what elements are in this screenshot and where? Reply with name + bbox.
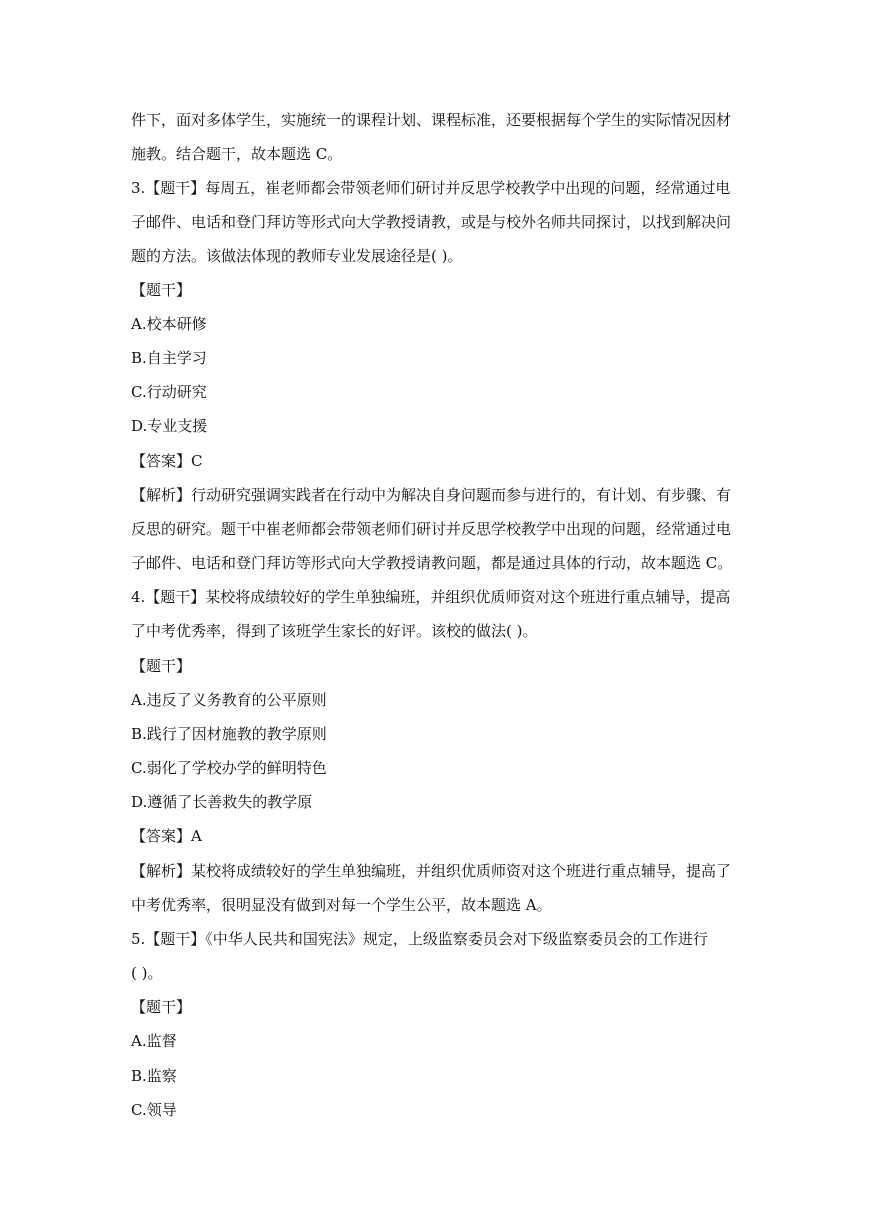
- option-a: A.违反了义务教育的公平原则: [131, 691, 327, 709]
- text-line: 施教。结合题干，故本题选 C。: [131, 145, 343, 163]
- option-b: B.践行了因材施教的教学原则: [131, 725, 327, 743]
- text-line: 件下，面对多体学生，实施统一的课程计划、课程标准，还要根据每个学生的实际情况因材: [131, 111, 732, 129]
- section-label: 【题干】: [131, 281, 192, 299]
- option-b: B.监察: [131, 1067, 177, 1085]
- text-line: 中考优秀率，很明显没有做到对每一个学生公平，故本题选 A。: [131, 896, 552, 914]
- question-3-stem: 3.【题干】每周五，崔老师都会带领老师们研讨并反思学校教学中出现的问题，经常通过电: [131, 179, 731, 197]
- question-4-stem: 4.【题干】某校将成绩较好的学生单独编班，并组织优质师资对这个班进行重点辅导，提高: [131, 588, 731, 606]
- section-label: 【题干】: [131, 998, 192, 1016]
- section-label: 【题干】: [131, 657, 192, 675]
- text-line: ( )。: [131, 964, 163, 982]
- text-line: 了中考优秀率，得到了该班学生家长的好评。该校的做法( )。: [131, 622, 538, 640]
- question-5-stem: 5.【题干】《中华人民共和国宪法》规定，上级监察委员会对下级监察委员会的工作进行: [131, 930, 708, 948]
- text-line: 反思的研究。题干中崔老师都会带领老师们研讨并反思学校教学中出现的问题，经常通过电: [131, 520, 732, 538]
- explanation: 【解析】行动研究强调实践者在行动中为解决自身问题而参与进行的，有计划、有步骤、有: [131, 486, 732, 504]
- text-line: 题的方法。该做法体现的教师专业发展途径是( )。: [131, 247, 463, 265]
- option-d: D.专业支援: [131, 417, 208, 435]
- option-a: A.监督: [131, 1032, 177, 1050]
- answer-label: 【答案】C: [131, 452, 203, 470]
- option-c: C.领导: [131, 1101, 177, 1119]
- option-d: D.遵循了长善救失的教学原: [131, 793, 313, 811]
- option-b: B.自主学习: [131, 349, 207, 367]
- option-c: C.弱化了学校办学的鲜明特色: [131, 759, 327, 777]
- text-line: 子邮件、电话和登门拜访等形式向大学教授请教，或是与校外名师共同探讨，以找到解决问: [131, 213, 732, 231]
- text-line: 子邮件、电话和登门拜访等形式向大学教授请教问题，都是通过具体的行动，故本题选 C。: [131, 554, 733, 572]
- explanation: 【解析】某校将成绩较好的学生单独编班，并组织优质师资对这个班进行重点辅导，提高了: [131, 862, 732, 880]
- answer-label: 【答案】A: [131, 827, 202, 845]
- option-a: A.校本研修: [131, 315, 207, 333]
- option-c: C.行动研究: [131, 383, 207, 401]
